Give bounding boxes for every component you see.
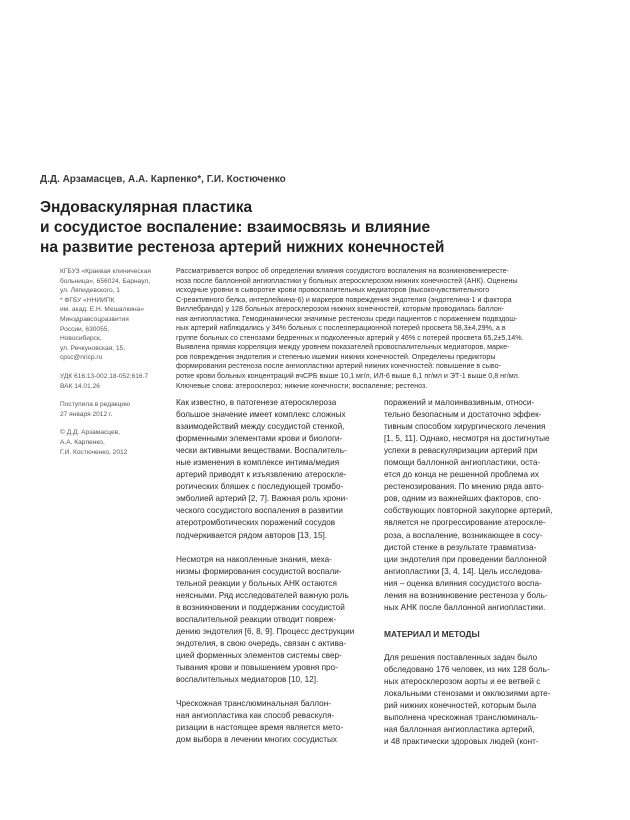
paragraph (176, 698, 386, 746)
paragraph (176, 554, 386, 687)
text-line: собствующих повторной закупорке артерий, (384, 506, 553, 516)
received-line: Поступила в редакцию (60, 401, 131, 409)
paragraph (176, 397, 386, 542)
abstract-line: ротке крови больных концентраций вчСРБ выше 10,1 мг/л, ИЛ-6 выше 6,1 пг/мл и ЭТ-1 выше 0,8 нг/мл. (176, 372, 520, 381)
text-line: Как известно, в патогенезе атеросклероза (176, 398, 337, 407)
text-line: эндотелия, в свою очередь, связан с актива- (176, 638, 347, 648)
text-line: выполнена чрескожная транслюминаль- (384, 713, 539, 723)
paragraph (384, 652, 594, 748)
authors: Д.Д. Арзамасцев, А.А. Карпенко*, Г.И. Костюченко (40, 174, 286, 185)
body-column-right (384, 397, 594, 748)
text-line: тельно безопасным и достаточно эффек- (384, 410, 542, 420)
title-line: и сосудистое воспаление: взаимосвязь и влияние (40, 219, 431, 236)
text-line: тывания крови и повышением уровня про- (176, 662, 338, 672)
text-line: ная ангиопластика как способ реваскуля- (176, 711, 335, 721)
text-line: цией форменных элементов системы свер- (176, 650, 342, 660)
classification-codes (60, 372, 165, 391)
copyright-line: А.А. Карпенко, (60, 438, 105, 446)
text-line: Несмотря на накопленные знания, меха- (176, 554, 332, 564)
text-line: воспалительной реакции отводит повреж- (176, 614, 337, 624)
text-line: ния – оценка влияния сосудистого воспа- (384, 578, 542, 588)
section-heading-methods: МАТЕРИАЛ И МЕТОДЫ (384, 628, 480, 639)
text-line: эмболией артерий [2, 7]. Важная роль хрони- (176, 494, 348, 504)
text-line: ции эндотелия при проведении баллонной (384, 554, 547, 564)
text-line: ления на возникновение рестеноза у боль- (384, 590, 548, 600)
text-line: тивным способом хирургического лечения (384, 422, 546, 432)
affiliation-block (60, 267, 165, 363)
text-line: атеротромботических поражений сосудов (176, 518, 336, 528)
copyright-line: Г.И. Костюченко, 2012 (60, 448, 128, 456)
text-line: дом выбора в лечении многих сосудистых (176, 735, 337, 745)
affiliation-line: им. акад. Е.Н. Мешалкина» (60, 306, 144, 314)
text-line: обследовано 176 человек, из них 128 боль- (384, 664, 550, 674)
text-line: ные изменения в комплексе интима/медия (176, 458, 340, 468)
text-line: и 48 практически здоровых людей (конт- (384, 737, 539, 747)
affiliation-line: ул. Речкуновская, 15, (60, 344, 126, 352)
text-line: воспалительных медиаторов [10, 12]. (176, 675, 319, 685)
text-line: тельной реакции у больных АНК остаются (176, 578, 337, 588)
abstract-line: Виллебранда) у 128 больных атеросклерозом нижних конечностей, которым проводилась баллон- (176, 305, 505, 314)
text-line: является не прогрессирование атероскле- (384, 518, 546, 528)
abstract-line: ных артерий наблюдались у 34% больных с послеоперационной потерей просвета 58,3±4,29%, а в (176, 324, 506, 333)
abstract-line: ров повреждения эндотелия и степенью ишемии нижних конечностей. Определены предикторы (176, 352, 496, 361)
title-line: на развитие рестеноза артерий нижних конечностей (40, 239, 445, 256)
abstract-line: группе больных со стенозами бедренных и подколенных артерий у 46% с потерей просвета 65,2±5,14%. (176, 333, 524, 342)
text-line: ных АНК после баллонной ангиопластики. (384, 602, 546, 612)
text-line: ческого сосудистого воспаления в развитии (176, 506, 343, 516)
text-line: ангиопластики [3, 4, 14]. Цель исследова- (384, 566, 543, 576)
keywords-line: Ключевые слова: атеросклероз; нижние конечности; воспаление; рестеноз. (176, 381, 428, 390)
udk-code: УДК 616:13-002.18-052:616.7 (60, 372, 149, 380)
text-line: [1, 5, 11]. Однако, несмотря на достигнутые (384, 434, 550, 444)
abstract-line: исходные уровни в сыворотке крови провоспалительных медиаторов (высокочувствительного (176, 286, 490, 295)
text-line: артерий приводят к изъязвлению атероскле- (176, 470, 347, 480)
received-line: 27 января 2012 г. (60, 410, 113, 418)
text-line: ризации в настоящее время является мето- (176, 723, 344, 733)
text-line: в возникновении и поддержании сосудистой (176, 602, 345, 612)
abstract-line: ная ангиопластика. Гемодинамически значимые рестенозы среди пациентов с поражением подвздош- (176, 314, 518, 323)
abstract-line: Рассматривается вопрос об определении влияния сосудистого воспаления на возникновениересте- (176, 267, 509, 275)
abstract-line: С-реактивного белка, интерлейкина-6) и маркеров повреждения эндотелия (эндотелина-1 и фактора (176, 295, 512, 304)
text-line: рестенозирования. По мнению ряда авто- (384, 482, 544, 492)
text-line: взаимодействий между сосудистой стенкой, (176, 422, 345, 432)
text-line: ров, одним из важнейших факторов, спо- (384, 494, 542, 504)
text-line: дению эндотелия [6, 8, 9]. Процесс деструкции (176, 626, 355, 636)
affiliation-line: Минздравсоцразвития (60, 315, 129, 323)
text-line: роза, а воспаление, возникающее в сосу- (384, 530, 543, 540)
text-line: ная баллонная ангиопластика артерий, (384, 725, 535, 735)
text-line: ных атеросклерозом аорты и ее ветвей с (384, 676, 541, 686)
text-line: ротических бляшек с последующей тромбо- (176, 482, 344, 492)
affiliation-line: больница», 656024, Барнаул, (60, 277, 151, 285)
body-column-left (176, 397, 386, 746)
abstract-line: Выявлена прямая корреляция между уровнем показателей провоспалительных медиаторов, марке- (176, 343, 510, 352)
text-line: Для решения поставленных задач было (384, 652, 538, 662)
affiliation-line: ул. Ляпидевского, 1 (60, 287, 120, 295)
title-line: Эндоваскулярная пластика (40, 199, 253, 216)
paragraph (384, 397, 594, 614)
text-line: большое значение имеет комплекс сложных (176, 410, 346, 420)
text-line: Чрескожная транслюминальная баллон- (176, 699, 331, 709)
text-line: поражений и малоинвазивным, относи- (384, 398, 535, 407)
abstract-line: формирования рестеноза после ангиопластики артерий нижних конечностей: повышение в сыво- (176, 362, 501, 371)
affiliation-sidebar (60, 267, 165, 457)
text-line: успехи в реваскуляризации артерий при (384, 446, 538, 456)
affiliation-line: КГБУЗ «Краевая клиническая (60, 268, 151, 275)
text-line: помощи баллонной ангиопластики, оста- (384, 458, 541, 468)
affiliation-email[interactable]: cpsc@nricp.ru (60, 354, 103, 362)
text-line: форменными элементами крови и биологи- (176, 434, 343, 444)
copyright (60, 428, 165, 457)
received-date (60, 400, 165, 419)
text-line: локальными стенозами и окклюзиями арте- (384, 689, 551, 699)
article-title (40, 198, 600, 258)
affiliation-line: России, 630055, (60, 325, 110, 333)
text-line: дистой стенке в результате травматиза- (384, 542, 537, 552)
text-line: ется до конца не решенной проблема их (384, 470, 539, 480)
copyright-line: © Д.Д. Арзамасцев, (60, 429, 121, 437)
text-line: низмы формирования сосудистой воспали- (176, 566, 342, 576)
text-line: чески активными веществами. Воспалитель- (176, 446, 347, 456)
abstract (176, 267, 602, 391)
text-line: подчеркивается рядом авторов [13, 15]. (176, 530, 328, 540)
affiliation-line: * ФГБУ «ННИИПК (60, 296, 115, 304)
text-line: рий нижних конечностей, которым была (384, 701, 537, 711)
vak-code: ВАК 14.01.26 (60, 382, 100, 390)
abstract-line: ноза после баллонной ангиопластики у больных атеросклерозом нижних конечностей (АНК). Оценены (176, 276, 518, 285)
text-line: неясными. Ряд исследователей важную роль (176, 590, 349, 600)
affiliation-line: Новосибирск, (60, 335, 102, 343)
